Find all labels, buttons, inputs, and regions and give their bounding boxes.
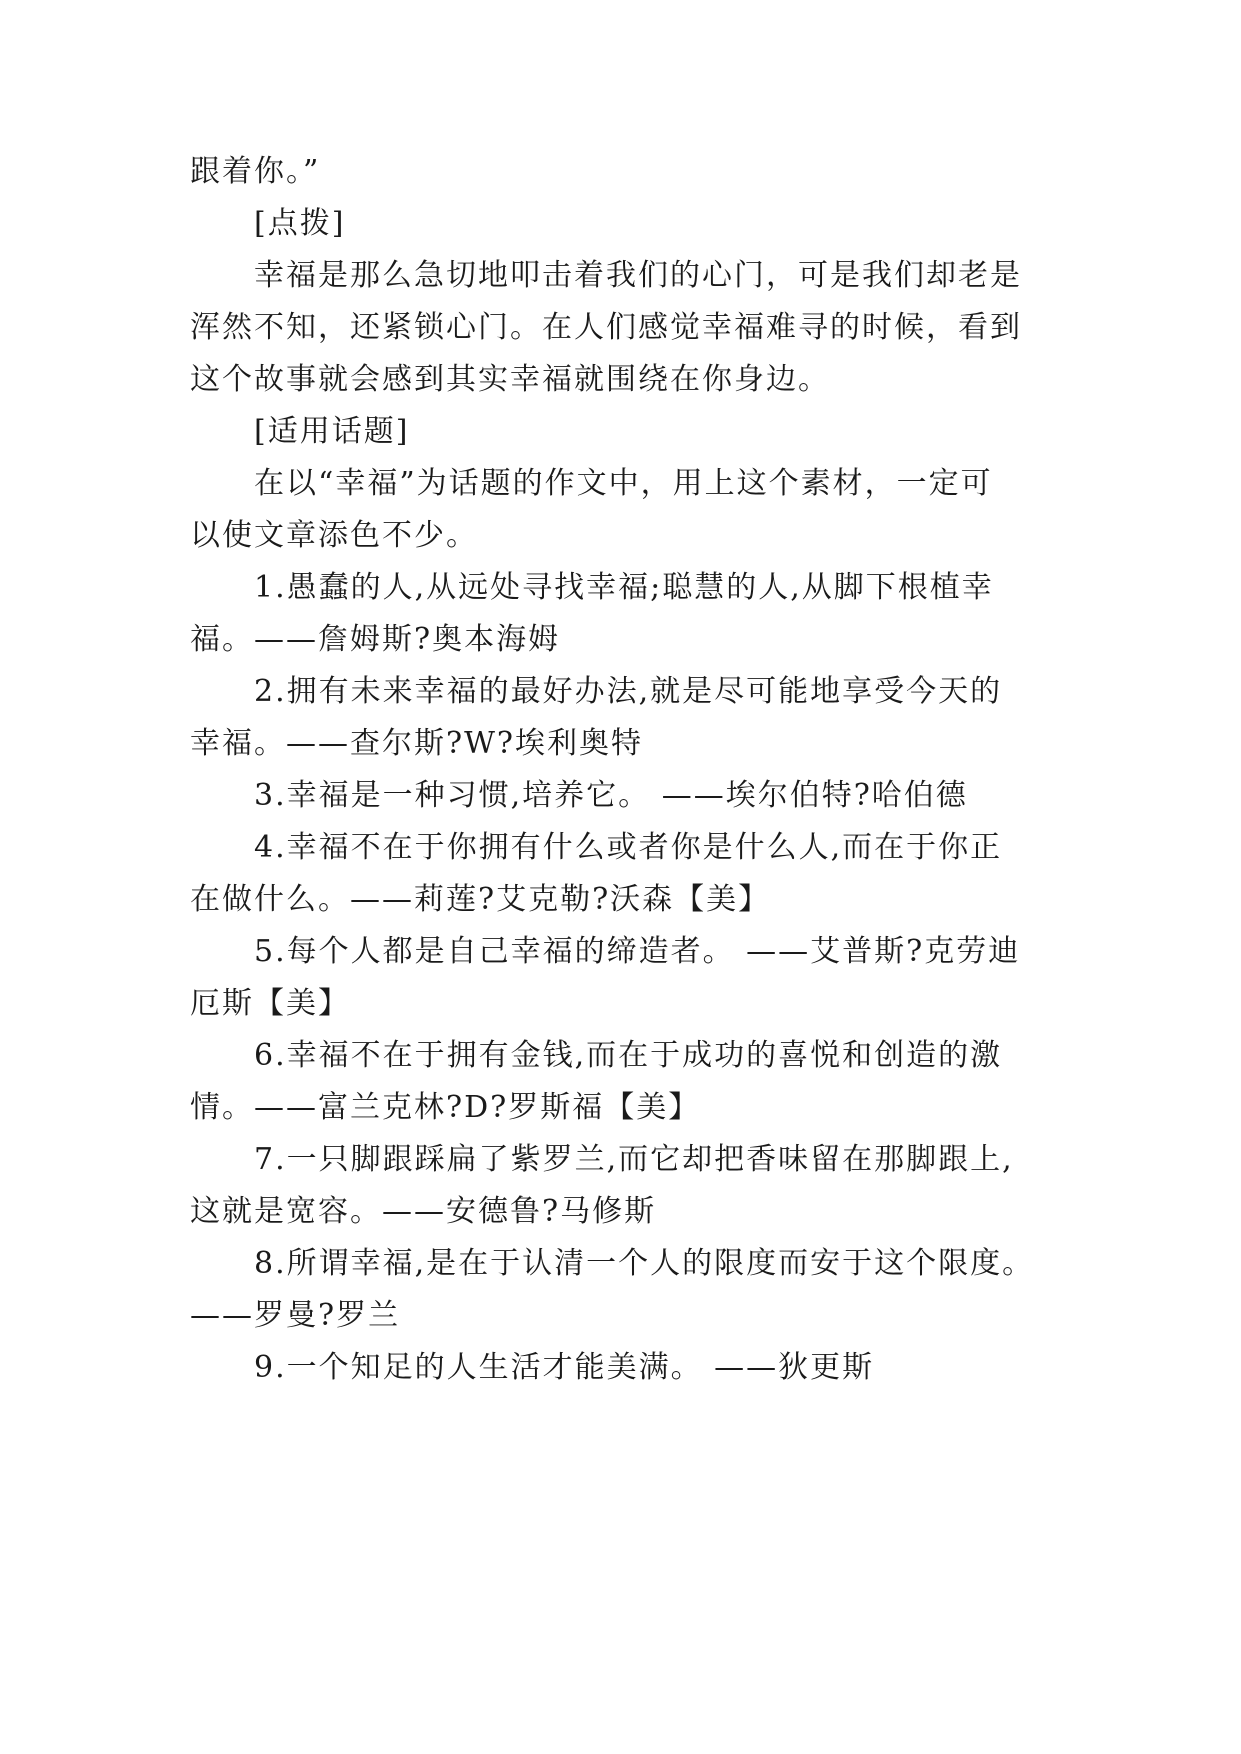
quote-line: 2.拥有未来幸福的最好办法,就是尽可能地享受今天的	[254, 674, 1003, 709]
quote-line: 幸福。——查尔斯?W?埃利奥特	[190, 726, 644, 761]
text-line: 在以“幸福”为话题的作文中，用上这个素材，一定可	[254, 466, 993, 501]
text-line: 这个故事就会感到其实幸福就围绕在你身边。	[190, 362, 830, 397]
quote-line: 3.幸福是一种习惯,培养它。 ——埃尔伯特?哈伯德	[254, 778, 968, 813]
quote-line: 厄斯【美】	[190, 986, 350, 1021]
text-line: 浑然不知，还紧锁心门。在人们感觉幸福难寻的时候，看到	[190, 310, 1022, 345]
section-heading-topic: [适用话题]	[254, 414, 410, 449]
section-heading-dianbo: [点拨]	[254, 206, 346, 241]
quote-line: 这就是宽容。——安德鲁?马修斯	[190, 1194, 657, 1229]
quote-line: 9.一个知足的人生活才能美满。 ——狄更斯	[254, 1350, 875, 1385]
quote-line: 福。——詹姆斯?奥本海姆	[190, 622, 561, 657]
quote-line: 8.所谓幸福,是在于认清一个人的限度而安于这个限度。	[254, 1246, 1035, 1281]
quote-line: 6.幸福不在于拥有金钱,而在于成功的喜悦和创造的激	[254, 1038, 1003, 1073]
quote-line: 5.每个人都是自己幸福的缔造者。 ——艾普斯?克劳迪	[254, 934, 1021, 969]
quote-line: 在做什么。——莉莲?艾克勒?沃森【美】	[190, 882, 771, 917]
quote-line: 情。——富兰克林?D?罗斯福【美】	[190, 1090, 701, 1125]
text-line: 跟着你。”	[190, 154, 321, 189]
quote-line: 4.幸福不在于你拥有什么或者你是什么人,而在于你正	[254, 830, 1003, 865]
quote-line: ——罗曼?罗兰	[190, 1298, 401, 1333]
quote-line: 1.愚蠢的人,从远处寻找幸福;聪慧的人,从脚下根植幸	[254, 570, 994, 605]
text-line: 幸福是那么急切地叩击着我们的心门，可是我们却老是	[254, 258, 1022, 293]
text-line: 以使文章添色不少。	[190, 518, 478, 553]
quote-line: 7.一只脚跟踩扁了紫罗兰,而它却把香味留在那脚跟上,	[254, 1142, 1014, 1177]
